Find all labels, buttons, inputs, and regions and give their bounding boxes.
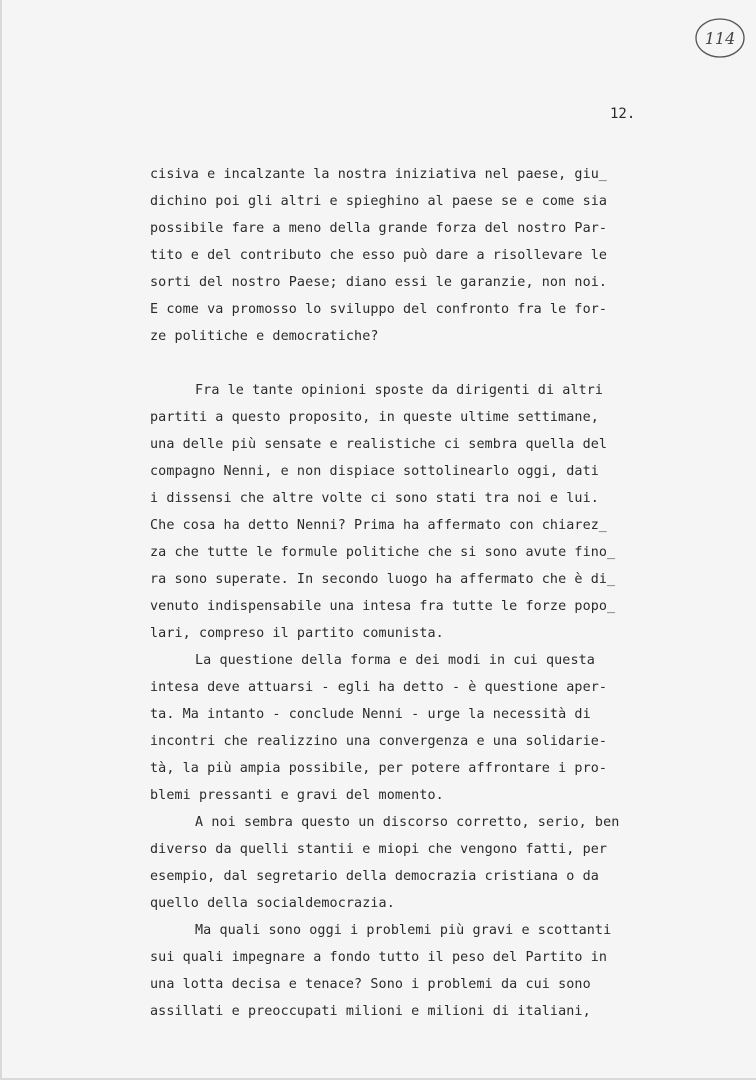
paragraph-gap <box>150 350 680 377</box>
text-line: intesa deve attuarsi - egli ha detto - è questione aper- <box>150 680 608 695</box>
text-line: compagno Nenni, e non dispiace sottolinearlo oggi, dati <box>150 464 599 479</box>
text-line: lari, compreso il partito comunista. <box>150 626 444 641</box>
text-line: quello della socialdemocrazia. <box>150 896 395 911</box>
text-line: E come va promosso lo sviluppo del confronto fra le for- <box>150 302 608 317</box>
text-line: za che tutte le formule politiche che si sono avute fino̲ <box>150 545 616 560</box>
stamp-number: 114 <box>704 29 736 48</box>
page-stamp <box>694 16 746 60</box>
text-line: venuto indispensabile una intesa fra tutte le forze popo̲ <box>150 599 616 614</box>
text-line: cisiva e incalzante la nostra iniziativa nel paese, giu̲ <box>150 167 607 182</box>
text-line: i dissensi che altre volte ci sono stati tra noi e lui. <box>150 491 599 506</box>
text-line: dichino poi gli altri e spieghino al paese se e come sia <box>150 194 608 209</box>
text-line: diverso da quelli stantii e miopi che vengono fatti, per <box>150 842 608 857</box>
text-line: sorti del nostro Paese; diano essi le garanzie, non noi. <box>150 275 608 290</box>
text-line: Che cosa ha detto Nenni? Prima ha affermato con chiarez̲ <box>150 518 607 533</box>
text-line: possibile fare a meno della grande forza del nostro Par- <box>150 221 608 236</box>
paragraph-first-line: La questione della forma e dei modi in cui questa <box>195 653 595 668</box>
text-line: assillati e preoccupati milioni e milioni di italiani, <box>150 1004 591 1019</box>
text-line: partiti a questo proposito, in queste ultime settimane, <box>150 410 599 425</box>
paragraph-first-line: Ma quali sono oggi i problemi più gravi e scottanti <box>195 923 612 938</box>
paragraph-first-line: A noi sembra questo un discorso corretto, serio, ben <box>195 815 620 830</box>
text-line: incontri che realizzino una convergenza e una solidarie- <box>150 734 608 749</box>
text-line: ta. Ma intanto - conclude Nenni - urge la necessità di <box>150 707 591 722</box>
page-number: 12. <box>610 106 636 122</box>
text-line: una delle più sensate e realistiche ci sembra quella del <box>150 437 608 452</box>
text-line: sui quali impegnare a fondo tutto il peso del Partito in <box>150 950 608 965</box>
body-text <box>150 161 680 1025</box>
text-line: ra sono superate. In secondo luogo ha affermato che è di̲ <box>150 572 616 587</box>
text-line: tà, la più ampia possibile, per potere affrontare i pro- <box>150 761 608 776</box>
text-line: tito e del contributo che esso può dare a risollevare le <box>150 248 608 263</box>
text-line: blemi pressanti e gravi del momento. <box>150 788 444 803</box>
text-line: esempio, dal segretario della democrazia cristiana o da <box>150 869 599 884</box>
text-line: ze politiche e democratiche? <box>150 329 379 344</box>
paragraph-first-line: Fra le tante opinioni sposte da dirigenti di altri <box>195 383 604 398</box>
text-line: una lotta decisa e tenace? Sono i problemi da cui sono <box>150 977 591 992</box>
